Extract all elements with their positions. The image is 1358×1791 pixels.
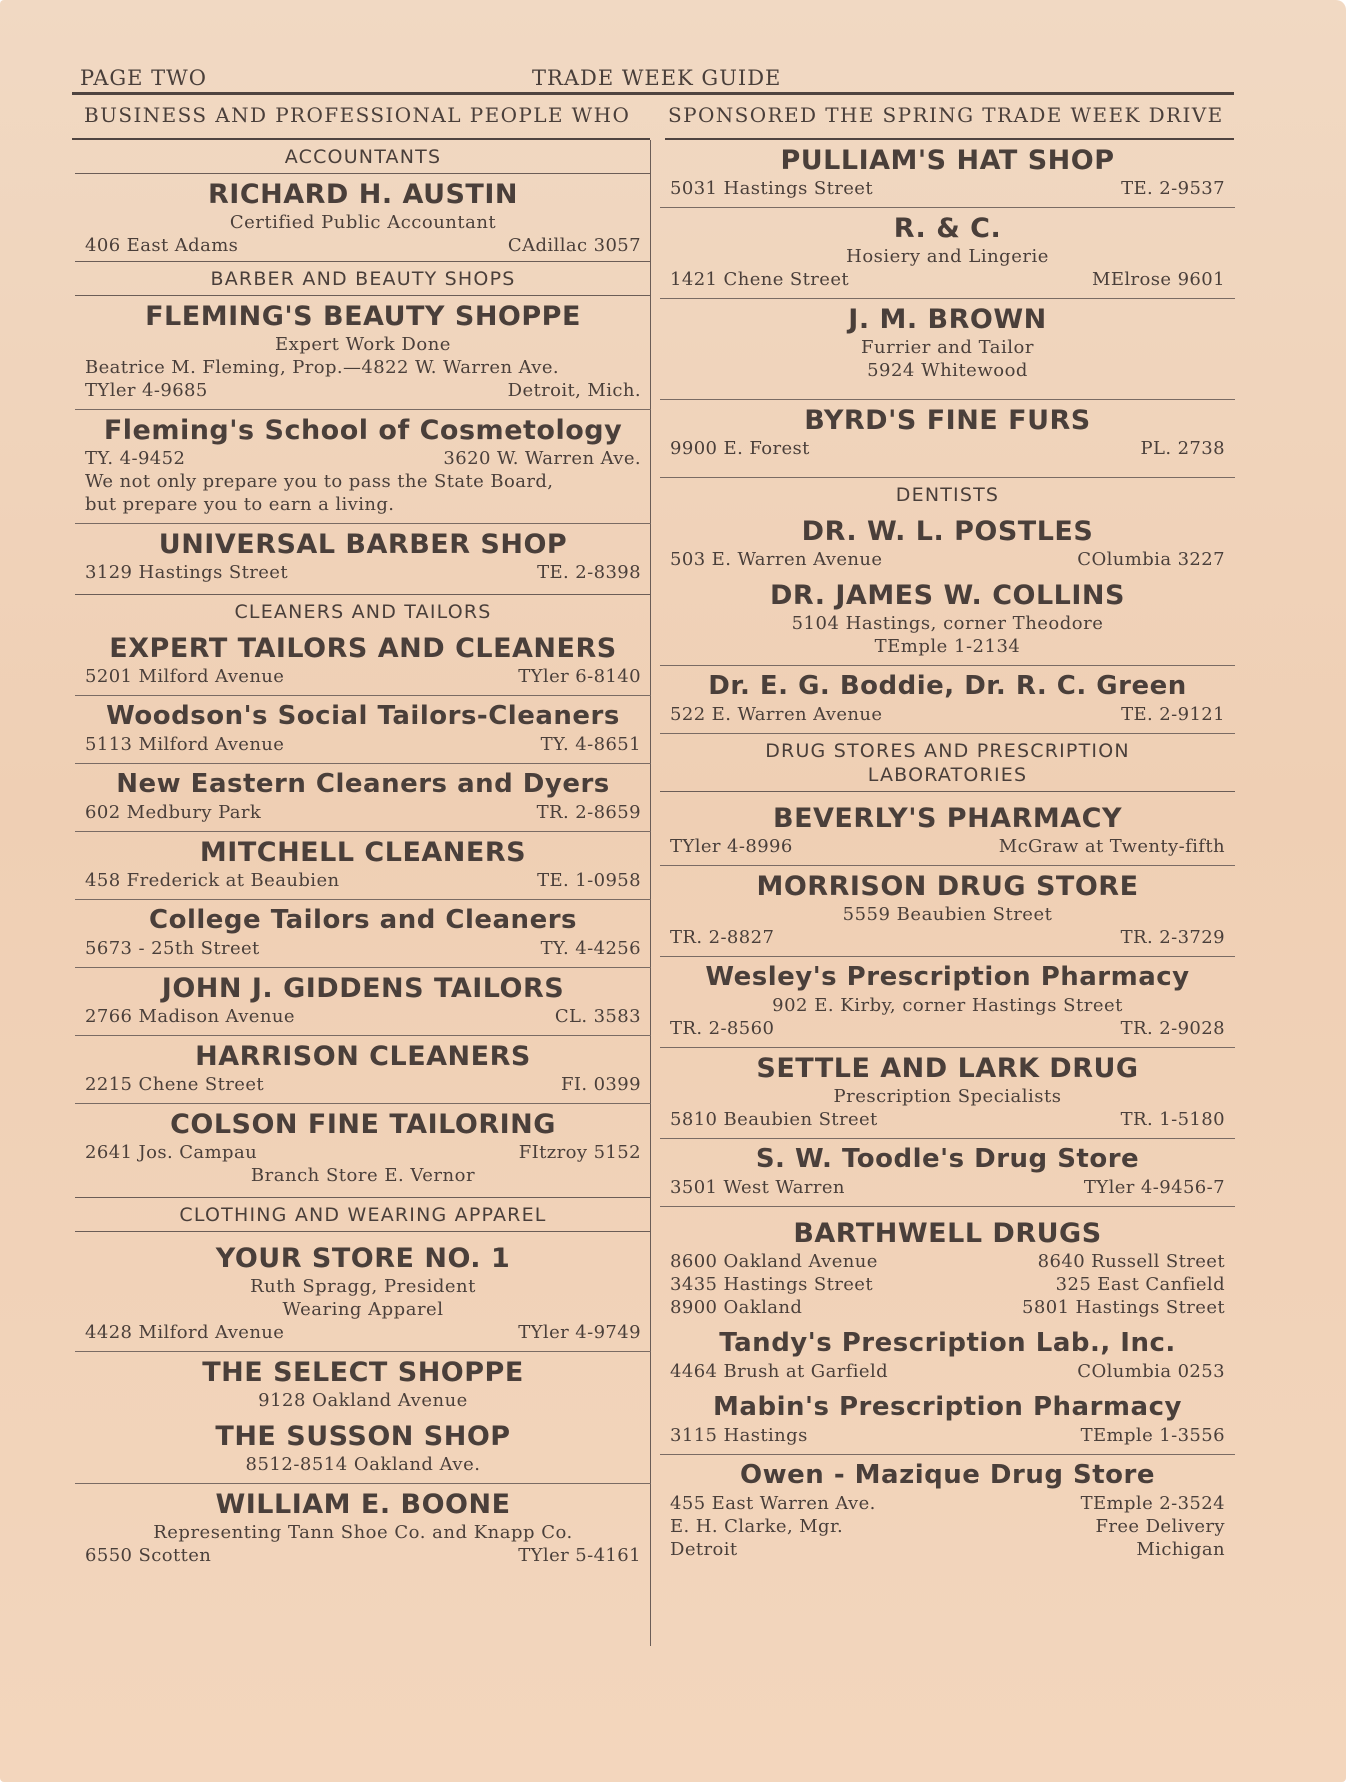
phone: CAdillac 3057 xyxy=(507,235,641,256)
phone: COlumbia 0253 xyxy=(1077,1361,1225,1382)
listing-collins xyxy=(670,575,1225,662)
business-name: JOHN J. GIDDENS TAILORS xyxy=(161,973,565,1004)
address-row xyxy=(670,835,1225,858)
address: 455 East Warren Ave. xyxy=(670,1493,876,1514)
guide-title: TRADE WEEK GUIDE xyxy=(532,66,782,90)
phone-row xyxy=(670,1017,1225,1040)
address: 5201 Milford Avenue xyxy=(85,666,285,687)
business-name: HARRISON CLEANERS xyxy=(195,1041,531,1072)
listing-pulliam xyxy=(670,140,1225,204)
business-name: MITCHELL CLEANERS xyxy=(199,837,527,868)
listing-college xyxy=(85,900,641,964)
listing-boddie xyxy=(670,666,1225,730)
page-label: PAGE TWO xyxy=(80,66,207,90)
phone: FI. 0399 xyxy=(560,1074,641,1095)
listing-boone xyxy=(85,1484,641,1571)
address: 8600 Oakland Avenue xyxy=(670,1251,878,1272)
phone: TR. 2-8827 xyxy=(670,927,775,948)
phone-row xyxy=(85,447,641,470)
address: 5924 Whitewood xyxy=(867,360,1028,381)
business-name: YOUR STORE NO. 1 xyxy=(215,1243,511,1274)
business-name: DR. W. L. POSTLES xyxy=(801,516,1094,547)
address: 3435 Hastings Street xyxy=(670,1274,873,1295)
category-heading: BARBER AND BEAUTY SHOPS xyxy=(210,268,516,290)
phone: TR. 2-8659 xyxy=(536,802,641,823)
address: 2766 Madison Avenue xyxy=(85,1006,295,1027)
address: 3129 Hastings Street xyxy=(85,562,288,583)
listing-woodson xyxy=(85,696,641,760)
address-row xyxy=(85,1073,641,1096)
address: McGraw at Twenty-fifth xyxy=(998,836,1225,857)
address: 8640 Russell Street xyxy=(1037,1251,1225,1272)
phone: TYler 4-9749 xyxy=(518,1322,641,1343)
address-row xyxy=(670,1492,1225,1515)
listing-morrison xyxy=(670,866,1225,953)
address-row xyxy=(85,733,641,756)
address: 406 East Adams xyxy=(85,235,239,256)
listing-postles xyxy=(670,511,1225,575)
business-name: S. W. Toodle's Drug Store xyxy=(755,1144,1140,1174)
listing-yourstore xyxy=(85,1232,641,1348)
listing-wesley xyxy=(670,957,1225,1044)
address: 325 East Canfield xyxy=(1055,1274,1225,1295)
business-name: MORRISON DRUG STORE xyxy=(756,871,1139,902)
business-name: J. M. BROWN xyxy=(848,304,1047,335)
address-row xyxy=(670,703,1225,726)
address-row xyxy=(670,177,1225,200)
business-name: College Tailors and Cleaners xyxy=(149,905,577,935)
listing-mitchell xyxy=(85,832,641,896)
address: 2641 Jos. Campau xyxy=(85,1142,258,1163)
phone: MElrose 9601 xyxy=(1092,269,1225,290)
business-name: UNIVERSAL BARBER SHOP xyxy=(158,529,568,560)
listing-mabin xyxy=(670,1387,1225,1451)
address-row xyxy=(670,548,1225,571)
listing-beverly xyxy=(670,792,1225,862)
ad-copy: We not only prepare you to pass the State Board, xyxy=(85,471,554,492)
category-heading: LABORATORIES xyxy=(867,764,1028,786)
address: 1421 Chene Street xyxy=(670,269,850,290)
address-row xyxy=(85,1141,641,1164)
column-divider xyxy=(650,140,651,1646)
address: 602 Medbury Park xyxy=(85,802,262,823)
phone: TE. 2-8398 xyxy=(537,562,641,583)
category-heading: CLOTHING AND WEARING APPAREL xyxy=(179,1204,547,1226)
address: 5104 Hastings, corner Theodore xyxy=(791,613,1104,634)
business-description: Furrier and Tailor xyxy=(861,337,1034,358)
listing-austin xyxy=(85,174,641,261)
address: 4464 Brush at Garfield xyxy=(670,1361,889,1382)
address: 503 E. Warren Avenue xyxy=(670,549,883,570)
phone: TY. 4-9452 xyxy=(85,448,186,469)
address-row xyxy=(85,234,641,257)
address: 8900 Oakland xyxy=(670,1297,803,1318)
ad-copy: but prepare you to earn a living. xyxy=(85,494,395,515)
phone: TEmple 1-2134 xyxy=(874,636,1021,657)
address: 5801 Hastings Street xyxy=(1022,1297,1225,1318)
phone-row xyxy=(85,379,641,402)
phone: TYler 6-8140 xyxy=(518,666,641,687)
manager: E. H. Clarke, Mgr. xyxy=(670,1516,844,1537)
phone: COlumbia 3227 xyxy=(1077,549,1225,570)
phone: TYler 4-9456-7 xyxy=(1083,1177,1225,1198)
phone: TR. 2-8560 xyxy=(670,1018,775,1039)
phone: TEmple 1-3556 xyxy=(1080,1425,1225,1446)
delivery-note: Free Delivery xyxy=(1095,1516,1225,1537)
business-description: Ruth Spragg, President xyxy=(250,1276,476,1297)
address: 3501 West Warren xyxy=(670,1177,845,1198)
business-description: Wearing Apparel xyxy=(282,1299,444,1320)
address-row xyxy=(670,437,1225,460)
phone: TY. 4-4256 xyxy=(540,938,641,959)
business-name: COLSON FINE TAILORING xyxy=(170,1109,556,1140)
listing-settle xyxy=(670,1048,1225,1135)
address-row xyxy=(670,1424,1225,1447)
phone: TE. 2-9121 xyxy=(1121,704,1225,725)
phone: FItzroy 5152 xyxy=(518,1142,641,1163)
proprietor-line: Beatrice M. Fleming, Prop.—4822 W. Warren Ave. xyxy=(85,357,559,378)
city: Detroit xyxy=(670,1539,738,1560)
address-row xyxy=(85,1544,641,1567)
business-name: Mabin's Prescription Pharmacy xyxy=(713,1392,1182,1422)
listing-tandy xyxy=(670,1323,1225,1387)
business-name: New Eastern Cleaners and Dyers xyxy=(116,769,610,799)
listing-fleming xyxy=(85,296,641,406)
address-row xyxy=(670,268,1225,291)
listing-byrd xyxy=(670,400,1225,474)
category-heading: ACCOUNTANTS xyxy=(284,146,442,168)
address-row xyxy=(85,801,641,824)
business-name: Tandy's Prescription Lab., Inc. xyxy=(719,1328,1176,1358)
listing-select xyxy=(85,1352,641,1416)
left-column xyxy=(85,140,641,1571)
branch-note: Branch Store E. Vernor xyxy=(250,1165,476,1186)
address-row xyxy=(85,1321,641,1344)
phone-row xyxy=(670,926,1225,949)
address: 458 Frederick at Beaubien xyxy=(85,870,340,891)
phone: PL. 2738 xyxy=(1140,438,1225,459)
address-row xyxy=(670,1176,1225,1199)
sponsor-banner-right: SPONSORED THE SPRING TRADE WEEK DRIVE xyxy=(668,103,1224,127)
business-description: Certified Public Accountant xyxy=(229,212,497,233)
business-name: PULLIAM'S HAT SHOP xyxy=(780,145,1115,176)
business-name: R. & C. xyxy=(893,213,1002,244)
address-row xyxy=(670,1108,1225,1131)
address: 5559 Beaubien Street xyxy=(842,904,1053,925)
business-name: RICHARD H. AUSTIN xyxy=(208,179,518,210)
business-description: Representing Tann Shoe Co. and Knapp Co. xyxy=(153,1522,573,1543)
address-row xyxy=(670,1515,1225,1538)
address-row xyxy=(670,1250,1225,1273)
phone: CL. 3583 xyxy=(554,1006,641,1027)
business-name: EXPERT TAILORS AND CLEANERS xyxy=(109,633,617,664)
phone: TEmple 2-3524 xyxy=(1080,1493,1225,1514)
address-row xyxy=(85,869,641,892)
address-row xyxy=(85,665,641,688)
business-name: DR. JAMES W. COLLINS xyxy=(770,580,1125,611)
business-name: SETTLE AND LARK DRUG xyxy=(756,1053,1139,1084)
business-name: BYRD'S FINE FURS xyxy=(804,405,1091,436)
business-name: BARTHWELL DRUGS xyxy=(793,1218,1102,1249)
phone: TE. 1-0958 xyxy=(537,870,641,891)
address-row xyxy=(670,1296,1225,1319)
listing-school xyxy=(85,410,641,520)
business-name: WILLIAM E. BOONE xyxy=(215,1489,511,1520)
phone: TY. 4-8651 xyxy=(540,734,641,755)
business-name: THE SELECT SHOPPE xyxy=(202,1357,524,1388)
phone: TR. 2-9028 xyxy=(1120,1018,1225,1039)
business-description: Hosiery and Lingerie xyxy=(846,246,1049,267)
address: 5673 - 25th Street xyxy=(85,938,260,959)
phone: TYler 4-9685 xyxy=(85,380,208,401)
category-heading: DENTISTS xyxy=(895,484,1000,506)
address-row xyxy=(670,1538,1225,1561)
address: 9128 Oakland Avenue xyxy=(258,1390,468,1411)
business-name: BEVERLY'S PHARMACY xyxy=(772,803,1123,834)
address: 5810 Beaubien Street xyxy=(670,1109,878,1130)
header-rule xyxy=(72,92,1234,95)
address-row xyxy=(85,937,641,960)
business-name: Owen - Mazique Drug Store xyxy=(740,1460,1155,1490)
address: 2215 Chene Street xyxy=(85,1074,265,1095)
business-name: Woodson's Social Tailors-Cleaners xyxy=(106,701,620,731)
category-heading: DRUG STORES AND PRESCRIPTION xyxy=(765,740,1130,762)
listing-colson xyxy=(85,1104,641,1191)
address-row xyxy=(85,561,641,584)
business-name: THE SUSSON SHOP xyxy=(215,1421,511,1452)
category-heading: CLEANERS AND TAILORS xyxy=(234,601,492,623)
address: 6550 Scotten xyxy=(85,1545,212,1566)
listing-giddens xyxy=(85,968,641,1032)
address: 9900 E. Forest xyxy=(670,438,810,459)
listing-rc xyxy=(670,208,1225,295)
address: 4428 Milford Avenue xyxy=(85,1322,285,1343)
listing-brown xyxy=(670,299,1225,396)
listing-owen xyxy=(670,1455,1225,1565)
business-name: Fleming's School of Cosmetology xyxy=(103,415,623,446)
address-row xyxy=(670,1273,1225,1296)
address: 5113 Milford Avenue xyxy=(85,734,285,755)
listing-eastern xyxy=(85,764,641,828)
address: 902 E. Kirby, corner Hastings Street xyxy=(772,995,1123,1016)
address-row xyxy=(85,1005,641,1028)
business-description: Expert Work Done xyxy=(275,334,451,355)
state: Michigan xyxy=(1136,1539,1225,1560)
business-description: Prescription Specialists xyxy=(833,1086,1062,1107)
page-header xyxy=(80,66,1234,92)
listing-universal xyxy=(85,524,641,588)
business-name: Dr. E. G. Boddie, Dr. R. C. Green xyxy=(708,671,1187,701)
phone: TYler 5-4161 xyxy=(518,1545,641,1566)
phone: TR. 2-3729 xyxy=(1120,927,1225,948)
address: 8512-8514 Oakland Ave. xyxy=(245,1454,481,1475)
listing-barthwell xyxy=(670,1207,1225,1323)
address: 5031 Hastings Street xyxy=(670,178,873,199)
phone: TE. 2-9537 xyxy=(1121,178,1225,199)
right-column xyxy=(670,140,1225,1565)
listing-harrison xyxy=(85,1036,641,1100)
phone: TYler 4-8996 xyxy=(670,836,793,857)
address: 522 E. Warren Avenue xyxy=(670,704,883,725)
phone: TR. 1-5180 xyxy=(1120,1109,1225,1130)
address-row xyxy=(670,1360,1225,1383)
address: 3620 W. Warren Ave. xyxy=(443,448,641,469)
business-name: FLEMING'S BEAUTY SHOPPE xyxy=(145,301,581,332)
listing-toodle xyxy=(670,1139,1225,1203)
listing-expert xyxy=(85,628,641,692)
business-name: Wesley's Prescription Pharmacy xyxy=(705,962,1190,992)
listing-susson xyxy=(85,1416,641,1480)
address: 3115 Hastings xyxy=(670,1425,808,1446)
sponsor-banner-left: BUSINESS AND PROFESSIONAL PEOPLE WHO xyxy=(84,103,631,127)
city: Detroit, Mich. xyxy=(507,380,641,401)
